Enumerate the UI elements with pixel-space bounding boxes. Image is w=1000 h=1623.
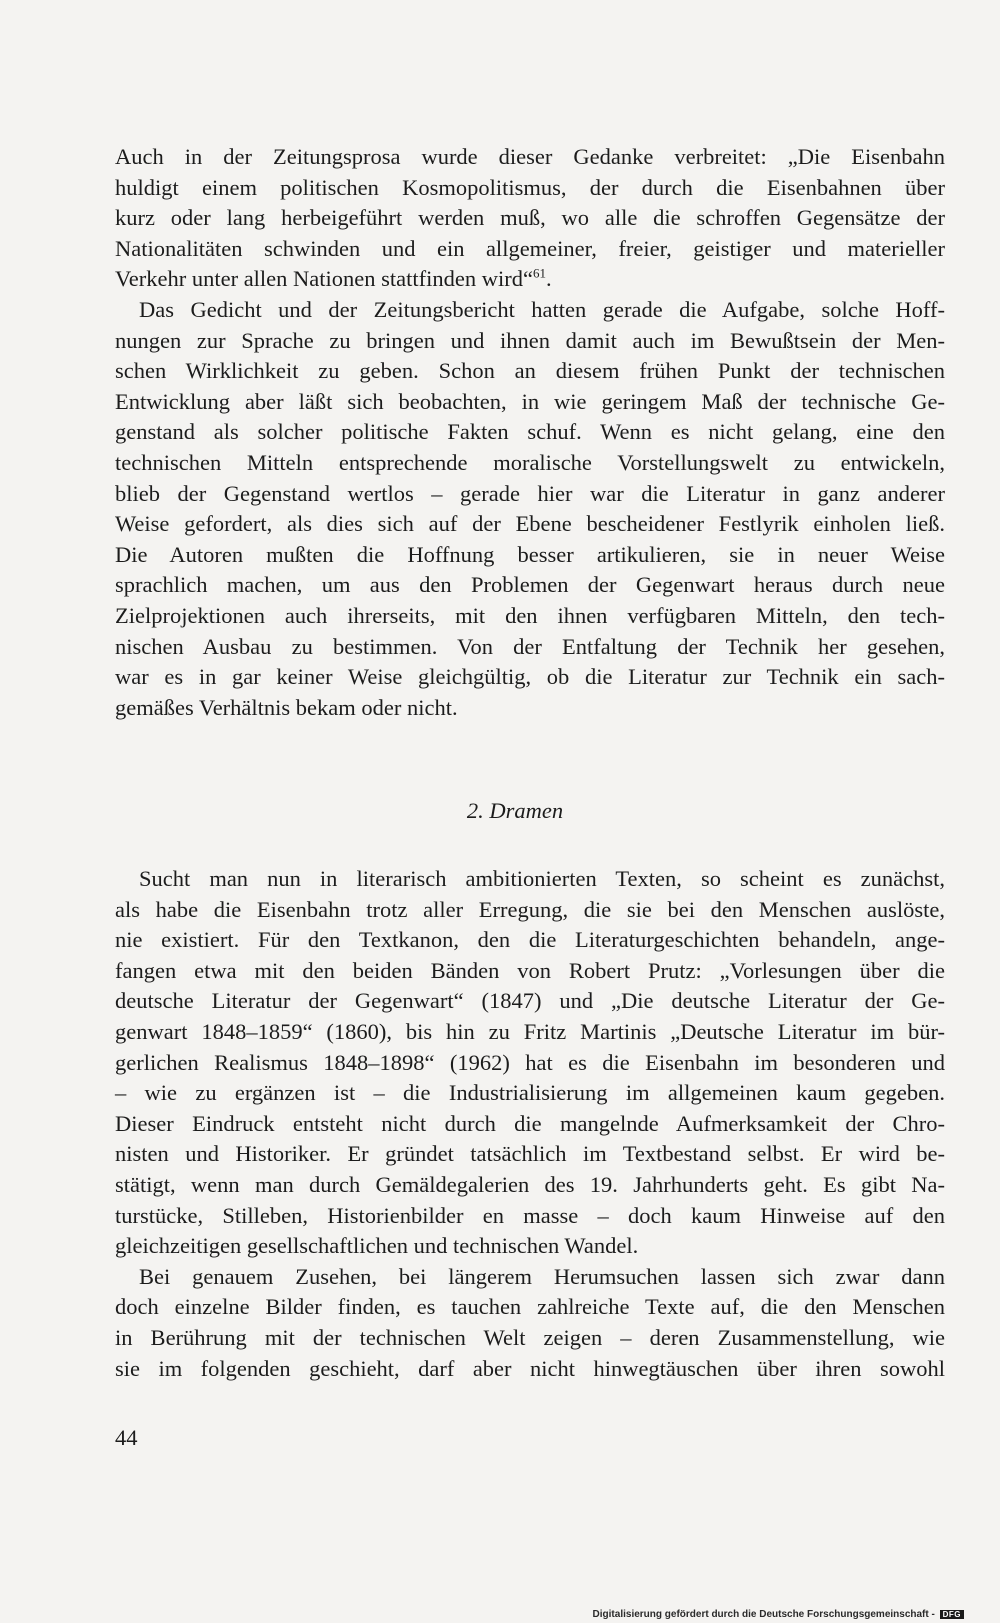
text-line: Das Gedicht und der Zeitungsbericht hatten gerade die Aufgabe, solche Hoff- <box>139 296 945 322</box>
text-line: turstücke, Stilleben, Historienbilder en masse – doch kaum Hinweise auf den <box>115 1202 945 1228</box>
credit-text: Digitalisierung gefördert durch die Deutsche Forschungsgemeinschaft - <box>592 1609 935 1620</box>
text-line: Auch in der Zeitungsprosa wurde dieser Gedanke verbreitet: „Die Eisenbahn <box>115 144 945 169</box>
text-line: sie im folgenden geschieht, darf aber nicht hinwegtäuschen über ihren sowohl <box>115 1355 945 1381</box>
text-line: gerlichen Realismus 1848–1898“ (1962) hat es die Eisenbahn im besonderen und <box>115 1049 945 1075</box>
text-line: blieb der Gegenstand wertlos – gerade hier war die Literatur in ganz anderer <box>115 480 945 506</box>
text-block-lower <box>115 864 945 1384</box>
text-line: schen Wirklichkeit zu geben. Schon an diesem frühen Punkt der technischen <box>115 358 945 384</box>
text-line: nischen Ausbau zu bestimmen. Von der Entfaltung der Technik her gesehen, <box>115 633 945 659</box>
text-line: gleichzeitigen gesellschaftlichen und technischen Wandel. <box>115 1233 639 1259</box>
text-line: Zielprojektionen auch ihrerseits, mit den ihnen verfügbaren Mitteln, den tech- <box>115 602 945 628</box>
text-line: sprachlich machen, um aus den Problemen der Gegenwart heraus durch neue <box>115 572 945 598</box>
text-line: Entwicklung aber läßt sich beobachten, in wie geringem Maß der technische Ge- <box>115 388 945 414</box>
text-line: war es in gar keiner Weise gleichgültig, ob die Literatur zur Technik ein sach- <box>115 664 945 690</box>
section-heading: 2. Dramen <box>466 798 564 823</box>
text-line: Bei genauem Zusehen, bei längerem Herumsuchen lassen sich zwar dann <box>139 1263 945 1289</box>
text-line: kurz oder lang herbeigeführt werden muß, wo alle die schroffen Gegensätze der <box>115 205 945 231</box>
text-line: huldigt einem politischen Kosmopolitismus, der durch die Eisenbahnen über <box>115 174 945 200</box>
text-line: – wie zu ergänzen ist – die Industrialisierung im allgemeinen kaum gegeben. <box>115 1080 945 1106</box>
text-line: als habe die Eisenbahn trotz aller Erregung, die sie bei den Menschen auslöste, <box>115 896 945 922</box>
text-line: genstand als solcher politische Fakten schuf. Wenn es nicht gelang, eine den <box>115 419 945 445</box>
digitization-credit <box>593 1609 964 1620</box>
text-line <box>115 264 945 295</box>
text-line: technischen Mitteln entsprechende moralische Vorstellungswelt zu entwickeln, <box>115 449 945 475</box>
text-line: Weise gefordert, als dies sich auf der Ebene bescheidener Festlyrik einholen ließ. <box>115 511 945 537</box>
text-line: genwart 1848–1859“ (1860), bis hin zu Fritz Martinis „Deutsche Literatur im bür- <box>115 1018 945 1044</box>
text-line: Dieser Eindruck entsteht nicht durch die mangelnde Aufmerksamkeit der Chro- <box>115 1110 945 1136</box>
text-line: Nationalitäten schwinden und ein allgemeiner, freier, geistiger und materieller <box>115 235 945 261</box>
text-line: stätigt, wenn man durch Gemäldegalerien des 19. Jahrhunderts geht. Es gibt Na- <box>115 1171 945 1197</box>
text-line: doch einzelne Bilder finden, es tauchen zahlreiche Texte auf, die den Menschen <box>115 1294 945 1320</box>
page-number: 44 <box>115 1425 138 1450</box>
text-line: nisten und Historiker. Er gründet tatsächlich im Textbestand selbst. Er wird be- <box>115 1141 945 1167</box>
text-line: nungen zur Sprache zu bringen und ihnen damit auch im Bewußtsein der Men- <box>115 327 945 353</box>
text-line: in Berührung mit der technischen Welt zeigen – deren Zusammenstellung, wie <box>115 1324 945 1350</box>
text-line-content: Verkehr unter allen Nationen stattfinden wird“ <box>115 266 533 292</box>
text-line: Sucht man nun in literarisch ambitionierten Texten, so scheint es zunächst, <box>139 866 945 891</box>
sentence-end: . <box>545 266 552 292</box>
text-line: Die Autoren mußten die Hoffnung besser artikulieren, sie in neuer Weise <box>115 541 945 567</box>
text-line: deutsche Literatur der Gegenwart“ (1847) und „Die deutsche Literatur der Ge- <box>115 988 945 1014</box>
footnote-reference: 61 <box>532 265 546 281</box>
dfg-logo-icon: DFG <box>940 1610 964 1619</box>
text-block-upper <box>115 142 945 723</box>
text-line: nie existiert. Für den Textkanon, den die Literaturgeschichten behandeln, ange- <box>115 927 945 953</box>
text-line: gemäßes Verhältnis bekam oder nicht. <box>115 694 458 720</box>
text-line: fangen etwa mit den beiden Bänden von Robert Prutz: „Vorlesungen über die <box>115 957 945 983</box>
